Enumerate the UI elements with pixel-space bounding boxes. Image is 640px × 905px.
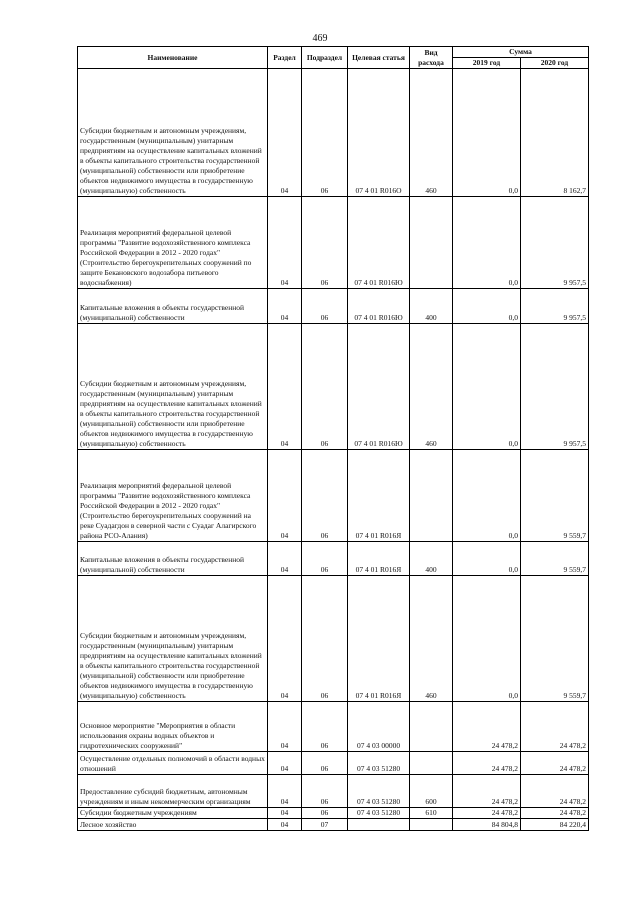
row-target: 07 4 03 51280: [348, 752, 410, 775]
row-type: [410, 450, 453, 542]
row-2019: 24 478,2: [453, 752, 521, 775]
row-type: 460: [410, 324, 453, 450]
row-subsection: 06: [302, 450, 348, 542]
row-2020: 9 559,7: [521, 450, 589, 542]
table-row: [78, 819, 589, 831]
row-subsection: 06: [302, 324, 348, 450]
row-name: Субсидии бюджетным и автономным учреждениям, государственным (муниципальным) унитарным предприятиям на осуществление капитальных вложений в объекты капитального строительства государственной (муниципальной) собственности или приобретение объектов недвижимого имущества в государственную (муниципальную) собственность: [78, 69, 268, 197]
row-type: 400: [410, 542, 453, 576]
row-subsection: 06: [302, 808, 348, 819]
row-2020: 8 162,7: [521, 69, 589, 197]
row-2019: 0,0: [453, 324, 521, 450]
row-subsection: 06: [302, 702, 348, 752]
row-name: Субсидии бюджетным и автономным учреждениям, государственным (муниципальным) унитарным предприятиям на осуществление капитальных вложений в объекты капитального строительства государственной (муниципальной) собственности или приобретение объектов недвижимого имущества в государственную (муниципальную) собственность: [78, 324, 268, 450]
row-type: 600: [410, 775, 453, 808]
header-type: Вид расхода: [410, 47, 453, 69]
header-subsection: Подраздел: [302, 47, 348, 69]
row-type: 610: [410, 808, 453, 819]
row-target: [348, 819, 410, 831]
row-type: [410, 752, 453, 775]
row-subsection: 06: [302, 576, 348, 702]
row-2019: 0,0: [453, 197, 521, 289]
row-2019: 0,0: [453, 289, 521, 324]
table-row: [78, 324, 589, 450]
row-subsection: 06: [302, 752, 348, 775]
row-2019: 0,0: [453, 542, 521, 576]
row-name: Капитальные вложения в объекты государственной (муниципальной) собственности: [78, 289, 268, 324]
row-type: [410, 197, 453, 289]
row-subsection: 07: [302, 819, 348, 831]
row-section: 04: [268, 775, 302, 808]
row-2019: 24 478,2: [453, 702, 521, 752]
row-type: [410, 819, 453, 831]
row-2020: 24 478,2: [521, 808, 589, 819]
row-subsection: 06: [302, 69, 348, 197]
row-2020: 9 559,7: [521, 576, 589, 702]
row-2019: 24 478,2: [453, 775, 521, 808]
row-target: 07 4 01 R016Ю: [348, 197, 410, 289]
table-row: [78, 197, 589, 289]
row-name: Основное мероприятие "Мероприятия в области использования охраны водных объектов и гидротехнических сооружений": [78, 702, 268, 752]
row-name: Субсидии бюджетным учреждениям: [78, 808, 268, 819]
row-type: [410, 702, 453, 752]
row-subsection: 06: [302, 289, 348, 324]
row-target: 07 4 01 R016Я: [348, 450, 410, 542]
table-row: [78, 576, 589, 702]
row-type: 460: [410, 69, 453, 197]
row-name: Субсидии бюджетным и автономным учреждениям, государственным (муниципальным) унитарным предприятиям на осуществление капитальных вложений в объекты капитального строительства государственной (муниципальной) собственности или приобретение объектов недвижимого имущества в государственную (муниципальную) собственность: [78, 576, 268, 702]
page-number: 469: [312, 33, 328, 44]
row-2019: 0,0: [453, 576, 521, 702]
row-2020: 9 559,7: [521, 542, 589, 576]
row-target: 07 4 01 R016Я: [348, 576, 410, 702]
row-name: Капитальные вложения в объекты государственной (муниципальной) собственности: [78, 542, 268, 576]
row-2020: 24 478,2: [521, 752, 589, 775]
row-type: 460: [410, 576, 453, 702]
row-section: 04: [268, 324, 302, 450]
table-row: [78, 808, 589, 819]
row-target: 07 4 01 R016О: [348, 69, 410, 197]
row-subsection: 06: [302, 775, 348, 808]
row-target: 07 4 01 R016Ю: [348, 324, 410, 450]
row-name: Осуществление отдельных полномочий в области водных отношений: [78, 752, 268, 775]
row-2020: 24 478,2: [521, 702, 589, 752]
row-name: Предоставление субсидий бюджетным, автономным учреждениям и иным некоммерческим организациям: [78, 775, 268, 808]
header-2020: 2020 год: [521, 58, 589, 69]
row-2019: 24 478,2: [453, 808, 521, 819]
row-2019: 0,0: [453, 69, 521, 197]
row-name: Реализация мероприятий федеральной целевой программы "Развитие водохозяйственного комплекса Российской Федерации в 2012 - 2020 годах" (Строительство берегоукрепительных сооружений по защите Бекановского водозабора питьевого водоснабжения): [78, 197, 268, 289]
row-2020: 9 957,5: [521, 324, 589, 450]
row-section: 04: [268, 576, 302, 702]
row-section: 04: [268, 752, 302, 775]
row-section: 04: [268, 450, 302, 542]
row-section: 04: [268, 197, 302, 289]
header-section: Раздел: [268, 47, 302, 69]
header-target: Целевая статья: [348, 47, 410, 69]
row-target: 07 4 03 00000: [348, 702, 410, 752]
row-section: 04: [268, 808, 302, 819]
row-name: Реализация мероприятий федеральной целевой программы "Развитие водохозяйственного комплекса Российской Федерации в 2012 - 2020 годах" (Строительство берегоукрепительных сооружений на реке Суадагдон в северной части с Суадаг Алагирского района РСО-Алания): [78, 450, 268, 542]
header-name: Наименование: [78, 47, 268, 69]
row-name: Лесное хозяйство: [78, 819, 268, 831]
table-row: [78, 69, 589, 197]
row-target: 07 4 01 R016Ю: [348, 289, 410, 324]
row-section: 04: [268, 542, 302, 576]
row-2019: 84 804,8: [453, 819, 521, 831]
row-2020: 9 957,5: [521, 197, 589, 289]
row-2019: 0,0: [453, 450, 521, 542]
row-2020: 9 957,5: [521, 289, 589, 324]
table-row: [78, 775, 589, 808]
row-section: 04: [268, 819, 302, 831]
row-section: 04: [268, 69, 302, 197]
row-target: 07 4 03 51280: [348, 775, 410, 808]
row-2020: 24 478,2: [521, 775, 589, 808]
table-row: [78, 542, 589, 576]
row-subsection: 06: [302, 542, 348, 576]
row-target: 07 4 03 51280: [348, 808, 410, 819]
row-target: 07 4 01 R016Я: [348, 542, 410, 576]
row-subsection: 06: [302, 197, 348, 289]
table-row: [78, 289, 589, 324]
row-type: 400: [410, 289, 453, 324]
header-2019: 2019 год: [453, 58, 521, 69]
table-row: [78, 702, 589, 752]
table-row: [78, 752, 589, 775]
table-row: [78, 450, 589, 542]
row-2020: 84 220,4: [521, 819, 589, 831]
row-section: 04: [268, 289, 302, 324]
budget-table: [77, 46, 589, 831]
row-section: 04: [268, 702, 302, 752]
header-sum: Сумма: [453, 47, 589, 58]
